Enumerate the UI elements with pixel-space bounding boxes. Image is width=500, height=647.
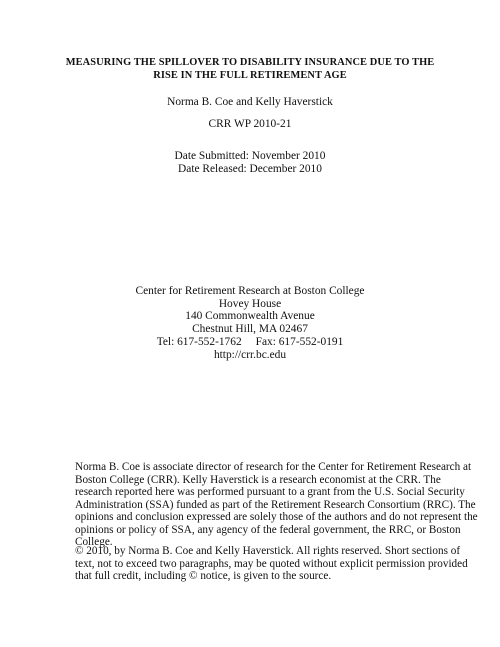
copyright-paragraph <box>75 545 468 583</box>
date-released: Date Released: December 2010 <box>178 163 322 175</box>
organization-name: Center for Retirement Research at Boston College <box>135 285 365 297</box>
bio-line: Administration (SSA) funded as part of the Retirement Research Consortium (RRC). The <box>75 498 476 511</box>
bio-line: opinions and conclusion expressed are solely those of the authors and do not represent the <box>75 511 478 523</box>
address-block <box>0 285 500 361</box>
building-name: Hovey House <box>218 297 282 310</box>
copyright-line: text, not to exceed two paragraphs, may be quoted without explicit permission provided <box>75 557 468 570</box>
website-url: http://crr.bc.edu <box>213 348 287 361</box>
bio-line: College. <box>75 536 113 548</box>
fax: Fax: 617-552-0191 <box>255 335 344 348</box>
bio-line: opinions or policy of SSA, any agency of the federal government, the RRC, or Boston <box>75 523 461 536</box>
author-bio-paragraph <box>75 461 478 549</box>
street-address: 140 Commonwealth Avenue <box>185 310 315 323</box>
paper-title <box>0 56 500 82</box>
telephone: Tel: 617-552-1762 <box>156 335 242 348</box>
phone-line <box>0 336 500 349</box>
title-line-1: MEASURING THE SPILLOVER TO DISABILITY INSURANCE DUE TO THE <box>65 57 435 68</box>
copyright-line: that full credit, including © notice, is given to the source. <box>75 570 332 582</box>
bio-line: Norma B. Coe is associate director of research for the Center for Retirement Research at <box>75 461 472 473</box>
city-address: Chestnut Hill, MA 02467 <box>192 323 308 336</box>
working-paper-number: CRR WP 2010-21 <box>208 118 292 130</box>
date-submitted: Date Submitted: November 2010 <box>174 150 326 162</box>
authors: Norma B. Coe and Kelly Haverstick <box>167 96 333 108</box>
title-line-2: RISE IN THE FULL RETIREMENT AGE <box>153 70 347 81</box>
bio-line: Boston College (CRR). Kelly Haverstick is a research economist at the CRR. The <box>75 473 441 486</box>
dates-block <box>0 150 500 176</box>
bio-line: research reported here was performed pursuant to a grant from the U.S. Social Security <box>75 486 465 498</box>
copyright-line: © 2010, by Norma B. Coe and Kelly Haverstick. All rights reserved. Short sections of <box>75 545 461 557</box>
